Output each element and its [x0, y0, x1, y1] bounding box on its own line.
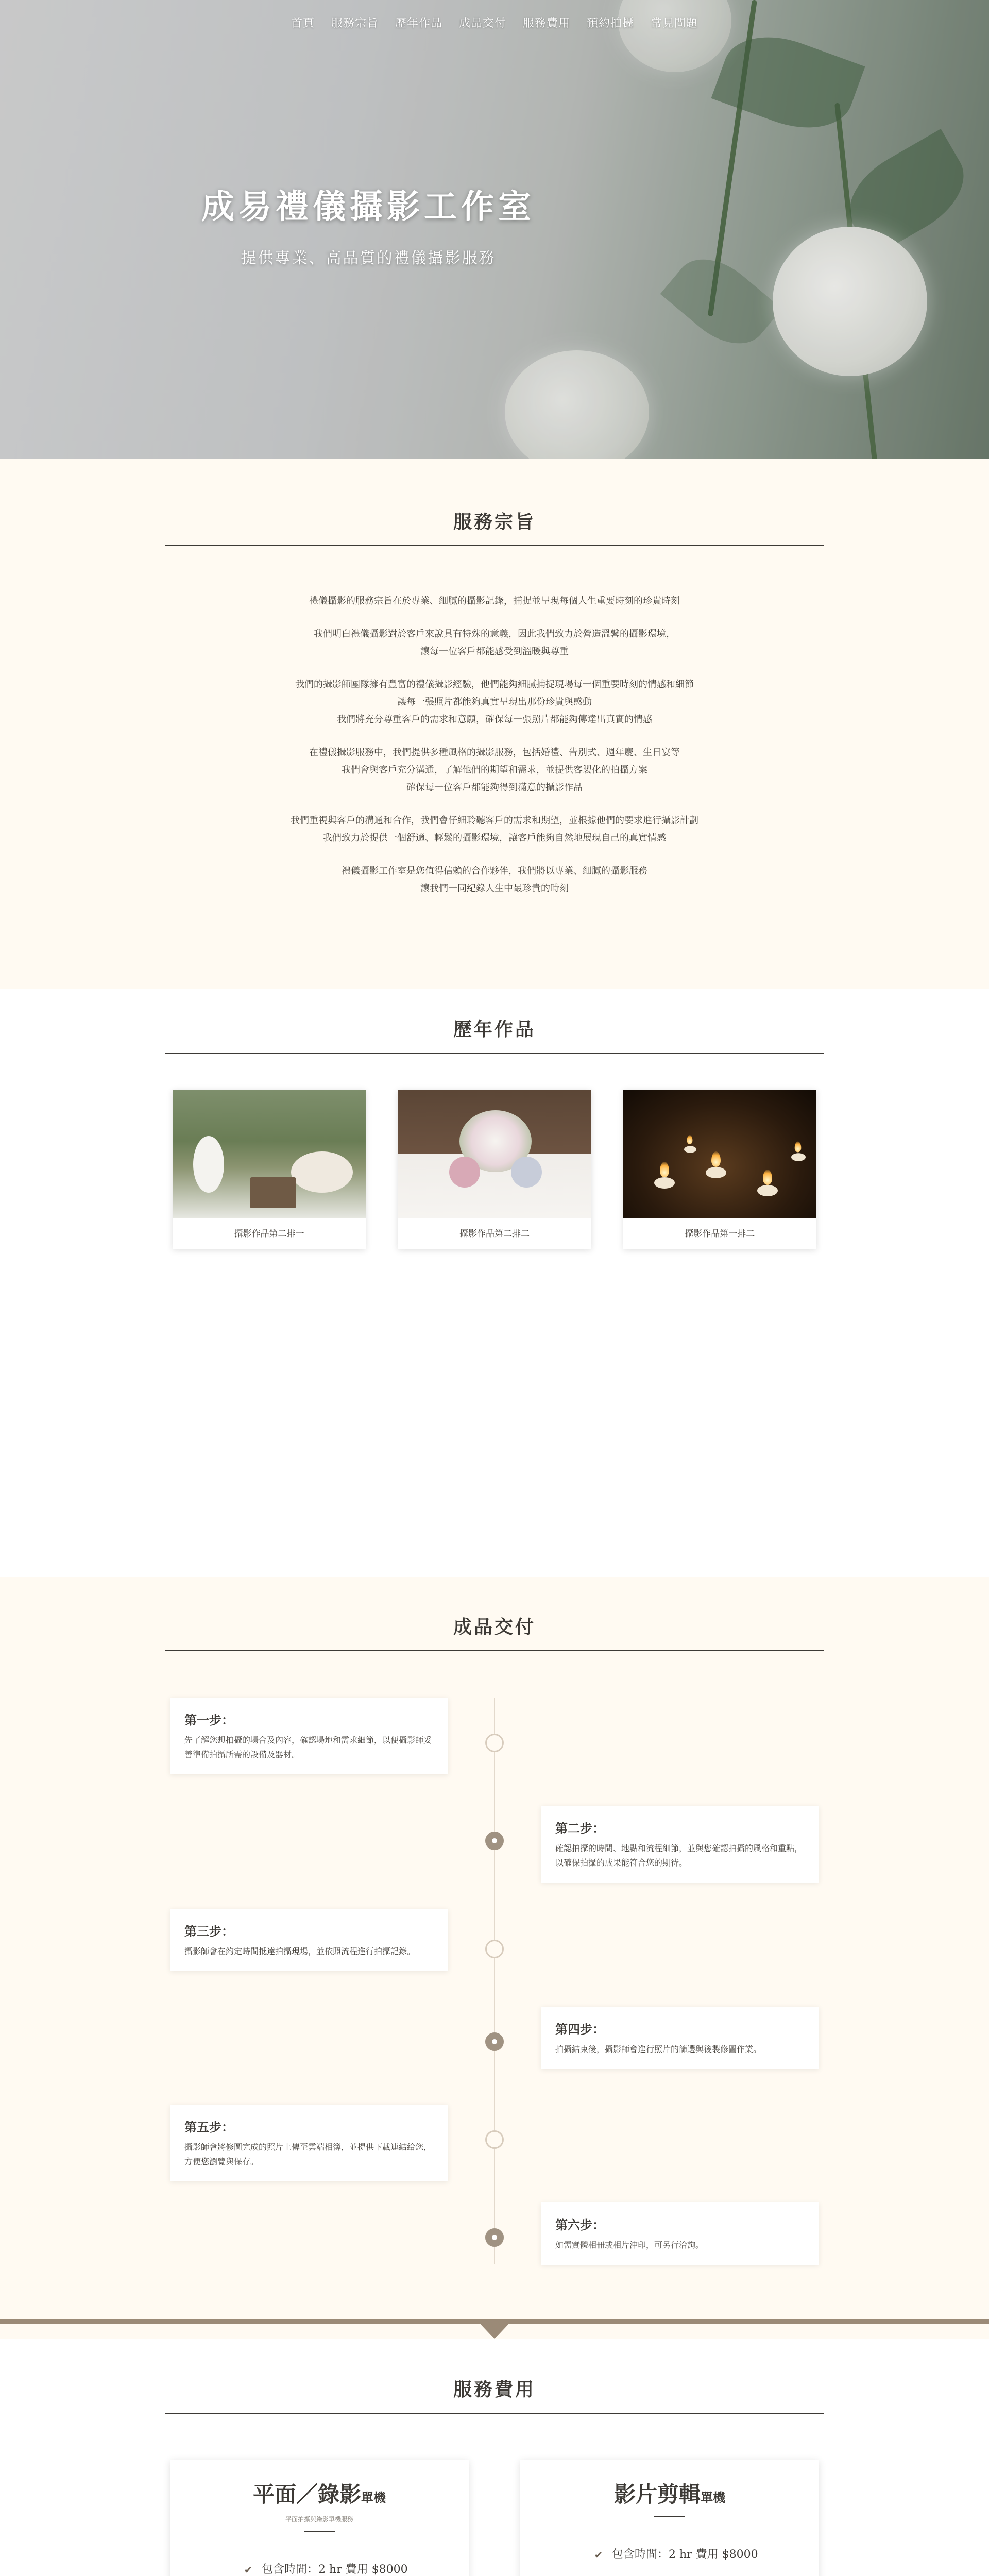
- hero-text: [0, 180, 737, 268]
- card-divider: [654, 2516, 685, 2517]
- nav-booking[interactable]: 預約拍攝: [587, 17, 635, 30]
- timeline-step: [170, 1909, 448, 1971]
- philosophy-paragraph: [211, 744, 778, 796]
- title-divider: [165, 2413, 824, 2414]
- timeline-dot: [485, 1940, 504, 1958]
- philosophy-section: [0, 459, 989, 989]
- pricing-title: 服務費用: [453, 2379, 536, 2400]
- price-item: [592, 2537, 819, 2572]
- philosophy-line: 我們重視與客戶的溝通和合作，我們會仔細聆聽客戶的需求和期望，並根據他們的要求進行攝影計劃: [291, 815, 698, 826]
- works-title: 歷年作品: [453, 1019, 536, 1040]
- price-card-subtitle: 平面拍攝與錄影單機服務: [285, 2516, 353, 2523]
- timeline-step: [541, 2202, 819, 2265]
- hero-subtitle: 提供專業、高品質的禮儀攝影服務: [241, 249, 496, 267]
- pricing-section: [0, 2339, 989, 2576]
- philosophy-line: 我們致力於提供一個舒適、輕鬆的攝影環境，讓客戶能夠自然地展現自己的真實情感: [323, 833, 666, 843]
- nav-pricing[interactable]: 服務費用: [523, 17, 571, 30]
- philosophy-line: 禮儀攝影工作室是您值得信賴的合作夥伴，我們將以專業、細膩的攝影服務: [342, 866, 647, 876]
- philosophy-line: 在禮儀攝影服務中，我們提供多種風格的攝影服務，包括婚禮、告別式、週年慶、生日宴等: [309, 747, 680, 758]
- step-title: 第二步：: [555, 1821, 605, 1836]
- timeline-step: [170, 1698, 448, 1774]
- philosophy-line: 我們的攝影師團隊擁有豐富的禮儀攝影經驗，他們能夠細膩捕捉現場每一個重要時刻的情感和細節: [295, 679, 694, 690]
- work-photo[interactable]: [173, 1090, 366, 1218]
- philosophy-line: 我們明白禮儀攝影對於客戶來說具有特殊的意義，因此我們致力於營造溫馨的攝影環境，: [314, 629, 675, 639]
- timeline-line: [494, 1698, 495, 2264]
- works-grid: [173, 1090, 816, 1249]
- philosophy-line: 讓每一張照片都能夠真實呈現出那份珍貴與感動: [397, 697, 592, 707]
- price-card: [520, 2460, 819, 2576]
- section-heading: [0, 507, 989, 546]
- price-card-title: 影片剪輯單機: [613, 2482, 725, 2507]
- work-photo[interactable]: [623, 1090, 816, 1218]
- section-divider: [0, 2318, 989, 2339]
- work-caption: 攝影作品第二排二: [459, 1229, 530, 1239]
- work-caption: 攝影作品第二排一: [234, 1229, 304, 1239]
- step-text: 如需實體相冊或相片沖印，可另行洽詢。: [555, 2240, 704, 2250]
- timeline-dot: [485, 1734, 504, 1752]
- delivery-title: 成品交付: [453, 1616, 536, 1638]
- work-photo[interactable]: [398, 1090, 591, 1218]
- nav-delivery[interactable]: 成品交付: [458, 17, 506, 30]
- philosophy-line: 我們會與客戶充分溝通，了解他們的期望和需求，並提供客製化的拍攝方案: [342, 765, 647, 775]
- title-divider: [165, 545, 824, 546]
- works-section: [0, 989, 989, 1577]
- main-nav: [0, 14, 989, 30]
- nav-works[interactable]: 歷年作品: [395, 17, 442, 30]
- philosophy-paragraph: [211, 676, 778, 728]
- step-title: 第五步：: [184, 2120, 234, 2134]
- timeline-step: [541, 2007, 819, 2069]
- philosophy-body: [211, 592, 778, 897]
- nav-philosophy[interactable]: 服務宗旨: [331, 17, 379, 30]
- philosophy-line: 讓每一位客戶都能感受到溫暖與尊重: [420, 646, 569, 657]
- step-text: 攝影師會將修圖完成的照片上傳至雲端相簿，並提供下載連結給您，方便您瀏覽與保存。: [184, 2142, 432, 2166]
- price-item: [592, 2572, 819, 2576]
- price-card: [170, 2460, 469, 2576]
- step-text: 攝影師會在約定時間抵達拍攝現場，並依照流程進行拍攝記錄。: [184, 1946, 416, 1956]
- timeline-dot: [485, 1832, 504, 1850]
- work-caption: 攝影作品第一排二: [685, 1229, 755, 1239]
- step-title: 第三步：: [184, 1924, 234, 1939]
- philosophy-line: 確保每一位客戶都能夠得到滿意的攝影作品: [406, 782, 583, 793]
- check-icon: ✔: [244, 2564, 253, 2576]
- section-heading: [0, 1613, 989, 1651]
- philosophy-line: 禮儀攝影的服務宗旨在於專業、細膩的攝影記錄，捕捉並呈現每個人生重要時刻的珍貴時刻: [309, 596, 680, 606]
- price-item-text: [612, 2572, 765, 2576]
- section-heading: [0, 1015, 989, 1054]
- price-item-text: 包含時間：2 hr 費用 $8000: [262, 2563, 408, 2576]
- philosophy-title: 服務宗旨: [453, 511, 536, 533]
- timeline-dot: [485, 2228, 504, 2247]
- price-item: [242, 2552, 469, 2576]
- title-divider: [165, 1650, 824, 1651]
- work-card[interactable]: [398, 1090, 591, 1249]
- timeline-dot: [485, 2032, 504, 2051]
- delivery-section: [0, 1577, 989, 2339]
- price-card-title: 平面／錄影單機: [252, 2482, 386, 2507]
- timeline: [170, 1698, 819, 2306]
- title-divider: [165, 1053, 824, 1054]
- step-text: 先了解您想拍攝的場合及內容，確認場地和需求細節，以便攝影師妥善準備拍攝所需的設備及器材。: [184, 1735, 432, 1759]
- philosophy-line: 我們將充分尊重客戶的需求和意願，確保每一張照片都能夠傳達出真實的情感: [337, 714, 652, 725]
- hero-title: 成易禮儀攝影工作室: [201, 188, 535, 226]
- philosophy-paragraph: [211, 862, 778, 897]
- philosophy-paragraph: [211, 812, 778, 847]
- philosophy-paragraph: [211, 625, 778, 660]
- work-card[interactable]: [173, 1090, 366, 1249]
- step-title: 第六步：: [555, 2217, 605, 2232]
- check-icon: ✔: [594, 2549, 603, 2561]
- pricing-cards: [170, 2460, 819, 2576]
- card-divider: [304, 2531, 335, 2532]
- philosophy-paragraph: [211, 592, 778, 610]
- work-card[interactable]: [623, 1090, 816, 1249]
- check-icon: [592, 2572, 605, 2576]
- step-text: 確認拍攝的時間、地點和流程細節，並與您確認拍攝的風格和重點，以確保拍攝的成果能符合您的期待。: [555, 1843, 803, 1868]
- step-title: 第一步：: [184, 1713, 234, 1727]
- price-list: [242, 2552, 469, 2576]
- nav-faq[interactable]: 常見問題: [651, 17, 698, 30]
- timeline-step: [541, 1806, 819, 1883]
- timeline-dot: [485, 2130, 504, 2149]
- price-item-text: 包含時間：2 hr 費用 $8000: [612, 2548, 758, 2561]
- nav-home[interactable]: 首頁: [291, 17, 315, 30]
- price-list: [592, 2537, 819, 2576]
- philosophy-line: 讓我們一同紀錄人生中最珍貴的時刻: [420, 883, 569, 894]
- step-title: 第四步：: [555, 2022, 605, 2037]
- timeline-step: [170, 2105, 448, 2181]
- section-heading: [0, 2375, 989, 2414]
- step-text: 拍攝結束後，攝影師會進行照片的篩選與後製修圖作業。: [555, 2044, 762, 2054]
- hero-section: [0, 0, 989, 459]
